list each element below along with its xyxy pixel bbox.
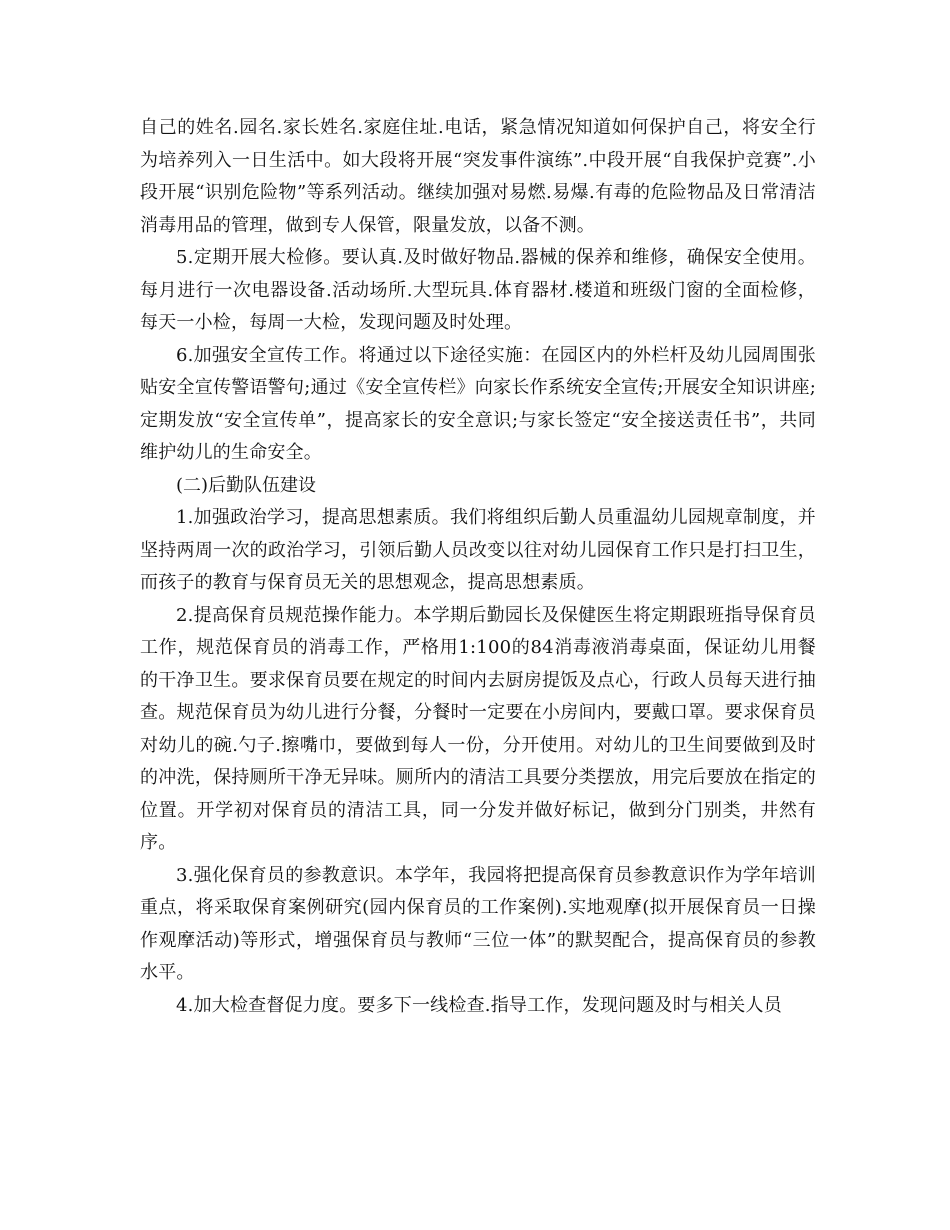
- paragraph-caregiver-teaching: 3.强化保育员的参教意识。本学年，我园将把提高保育员参教意识作为学年培训重点，将采取保育案例研究(园内保育员的工作案例).实地观摩(拟开展保育员一日操作观摩活动)等形式，增强保育员与教师“三位一体”的默契配合，提高保育员的参教水平。: [140, 864, 816, 983]
- document-page: [140, 112, 816, 1022]
- paragraph-political-study: 1.加强政治学习，提高思想素质。我们将组织后勤人员重温幼儿园规章制度，并坚持两周一次的政治学习，引领后勤人员改变以往对幼儿园保育工作只是打扫卫生，而孩子的教育与保育员无关的思想观念，提高思想素质。: [140, 507, 816, 593]
- section-heading-logistics-team: (二)后勤队伍建设: [176, 474, 317, 496]
- paragraph-safety-education: 自己的姓名.园名.家长姓名.家庭住址.电话，紧急情况知道如何保护自己，将安全行为培养列入一日生活中。如大段将开展“突发事件演练”.中段开展“自我保护竞赛”.小段开展“识别危险物”等系列活动。继续加强对易燃.易爆.有毒的危险物品及日常清洁消毒用品的管理，做到专人保管，限量发放，以备不测。: [140, 117, 816, 236]
- paragraph-safety-publicity: 6.加强安全宣传工作。将通过以下途径实施：在园区内的外栏杆及幼儿园周围张贴安全宣传警语警句;通过《安全宣传栏》向家长作系统安全宣传;开展安全知识讲座;定期发放“安全宣传单”，提高家长的安全意识;与家长签定“安全接送责任书”，共同维护幼儿的生命安全。: [140, 344, 816, 463]
- paragraph-regular-maintenance: 5.定期开展大检修。要认真.及时做好物品.器械的保养和维修，确保安全使用。每月进行一次电器设备.活动场所.大型玩具.体育器材.楼道和班级门窗的全面检修，每天一小检，每周一大检，发现问题及时处理。: [140, 247, 816, 333]
- paragraph-caregiver-standards: 2.提高保育员规范操作能力。本学期后勤园长及保健医生将定期跟班指导保育员工作，规范保育员的消毒工作，严格用1:100的84消毒液消毒桌面，保证幼儿用餐的干净卫生。要求保育员要在规定的时间内去厨房提饭及点心，行政人员每天进行抽查。规范保育员为幼儿进行分餐，分餐时一定要在小房间内，要戴口罩。要求保育员对幼儿的碗.勺子.擦嘴巾，要做到每人一份，分开使用。对幼儿的卫生间要做到及时的冲洗，保持厕所干净无异味。厕所内的清洁工具要分类摆放，用完后要放在指定的位置。开学初对保育员的清洁工具，同一分发并做好标记，做到分门别类，井然有序。: [140, 604, 816, 853]
- paragraph-inspection: 4.加大检查督促力度。要多下一线检查.指导工作，发现问题及时与相关人员: [176, 994, 782, 1016]
